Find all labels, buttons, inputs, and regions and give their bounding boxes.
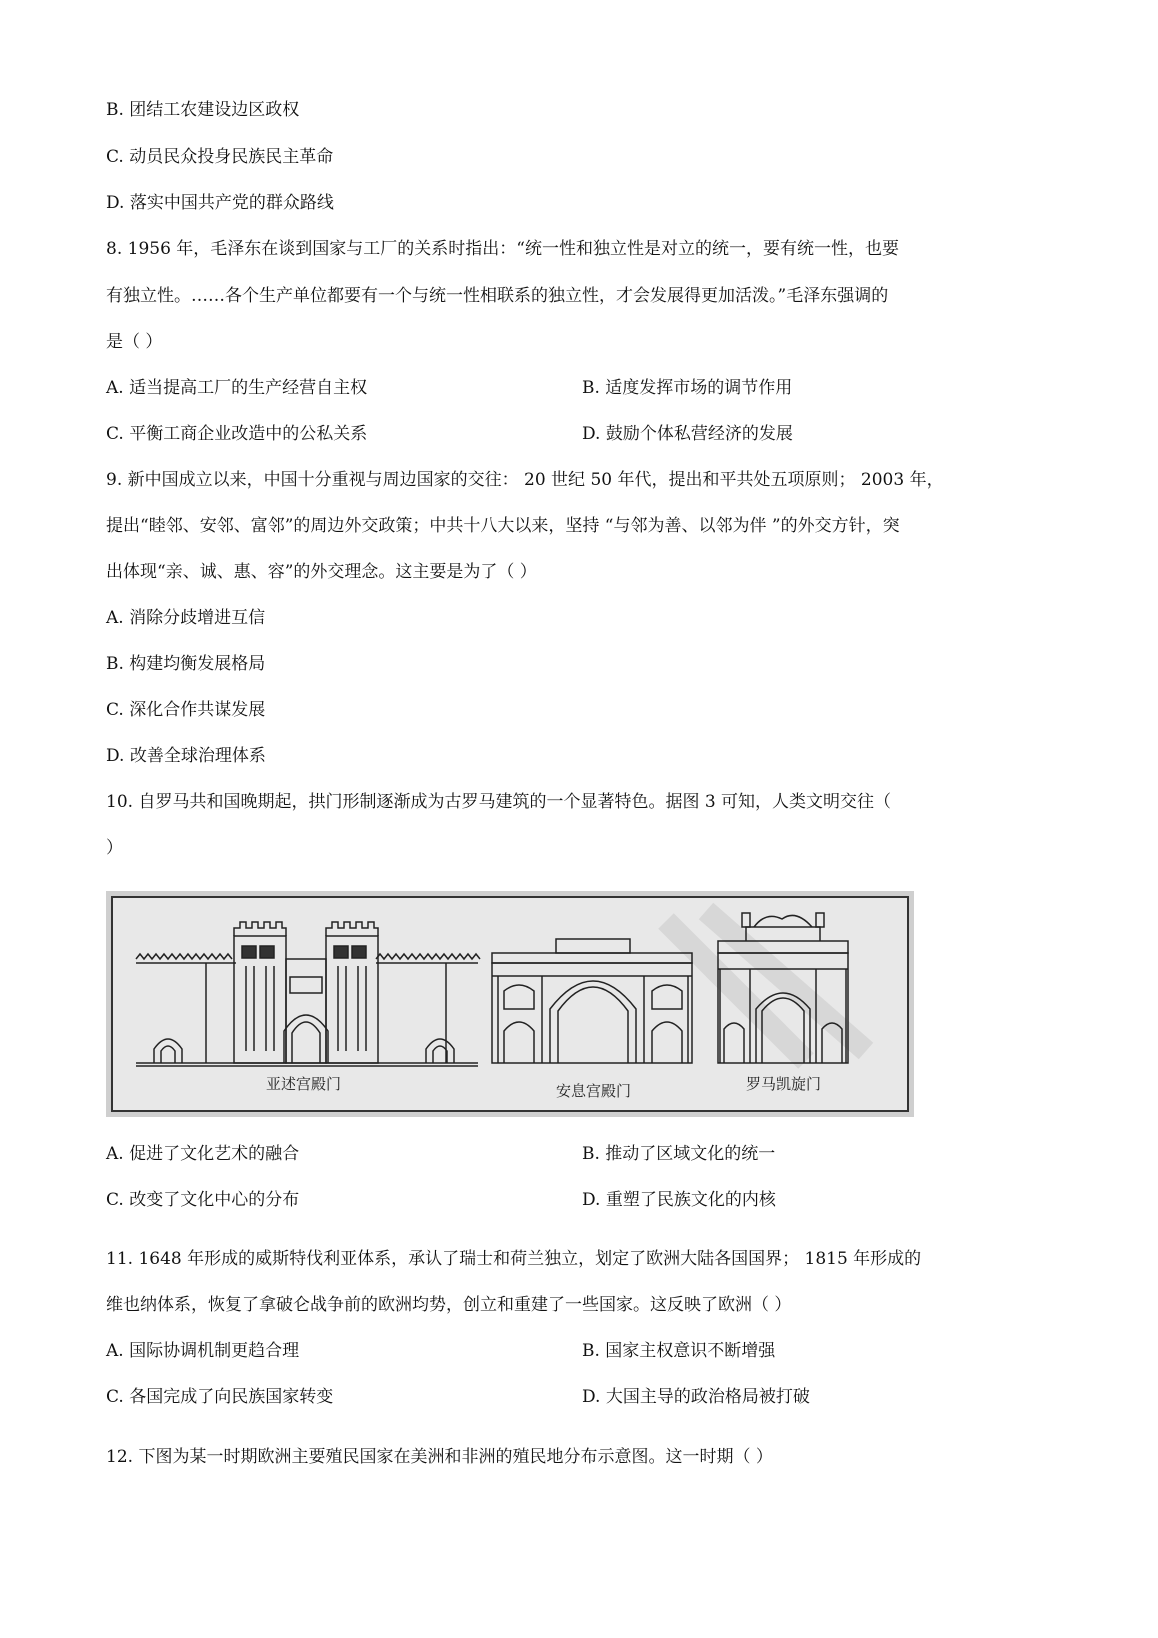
q12-stem-line1: 12. 下图为某一时期欧洲主要殖民国家在美洲和非洲的殖民地分布示意图。这一时期（ ） [106, 1447, 773, 1467]
q9-option-a: A. 消除分歧增进互信 [106, 608, 266, 628]
q9-stem-line3: 出体现“亲、诚、惠、容”的外交理念。这主要是为了（ ） [106, 562, 537, 582]
q10-option-b: B. 推动了区域文化的统一 [582, 1144, 776, 1164]
q8-stem-line2: 有独立性。……各个生产单位都要有一个与统一性相联系的独立性，才会发展得更加活泼。”毛泽东强调的 [106, 286, 889, 306]
q10-option-a: A. 促进了文化艺术的融合 [106, 1144, 300, 1164]
q11-option-c: C. 各国完成了向民族国家转变 [106, 1387, 334, 1407]
parthian-gate-label: 安息宫殿门 [556, 1082, 632, 1100]
q9-option-c: C. 深化合作共谋发展 [106, 700, 266, 720]
q9-stem-line1: 9. 新中国成立以来，中国十分重视与周边国家的交往： 20 世纪 50 年代，提出和平共处五项原则； 2003 年， [106, 470, 944, 490]
q11-option-b: B. 国家主权意识不断增强 [582, 1341, 776, 1361]
q8-option-c: C. 平衡工商企业改造中的公私关系 [106, 424, 368, 444]
q10-stem-line1: 10. 自罗马共和国晚期起，拱门形制逐渐成为古罗马建筑的一个显著特色。据图 3 可知，人类文明交往（ [106, 792, 892, 812]
q10-option-c: C. 改变了文化中心的分布 [106, 1190, 300, 1210]
q9-option-d: D. 改善全球治理体系 [106, 746, 266, 766]
q8-stem-line1: 8. 1956 年，毛泽东在谈到国家与工厂的关系时指出：“统一性和独立性是对立的统一，要有统一性，也要 [106, 239, 899, 259]
q7-option-d: D. 落实中国共产党的群众路线 [106, 193, 334, 213]
q9-stem-line2: 提出“睦邻、安邻、富邻”的周边外交政策；中共十八大以来，坚持 “与邻为善、以邻为伴 ”的外交方针，突 [106, 516, 900, 536]
q11-option-a: A. 国际协调机制更趋合理 [106, 1341, 300, 1361]
q10-stem-line2: ） [106, 838, 123, 858]
assyrian-gate-label: 亚述宫殿门 [266, 1075, 342, 1093]
q8-option-a: A. 适当提高工厂的生产经营自主权 [106, 378, 368, 398]
q8-stem-line3: 是（ ） [106, 332, 163, 352]
q7-option-c: C. 动员民众投身民族民主革命 [106, 147, 334, 167]
q11-stem-line1: 11. 1648 年形成的威斯特伐利亚体系，承认了瑞士和荷兰独立，划定了欧洲大陆各国国界； 1815 年形成的 [106, 1249, 922, 1269]
q9-option-b: B. 构建均衡发展格局 [106, 654, 266, 674]
q7-option-b: B. 团结工农建设边区政权 [106, 100, 300, 120]
q11-option-d: D. 大国主导的政治格局被打破 [582, 1387, 810, 1407]
q11-stem-line2: 维也纳体系，恢复了拿破仑战争前的欧洲均势，创立和重建了一些国家。这反映了欧洲（ ） [106, 1295, 792, 1315]
q8-option-d: D. 鼓励个体私营经济的发展 [582, 424, 793, 444]
roman-arch-label: 罗马凯旋门 [746, 1075, 822, 1093]
q10-option-d: D. 重塑了民族文化的内核 [582, 1190, 776, 1210]
q8-option-b: B. 适度发挥市场的调节作用 [582, 378, 793, 398]
gates-figure [106, 891, 914, 1117]
